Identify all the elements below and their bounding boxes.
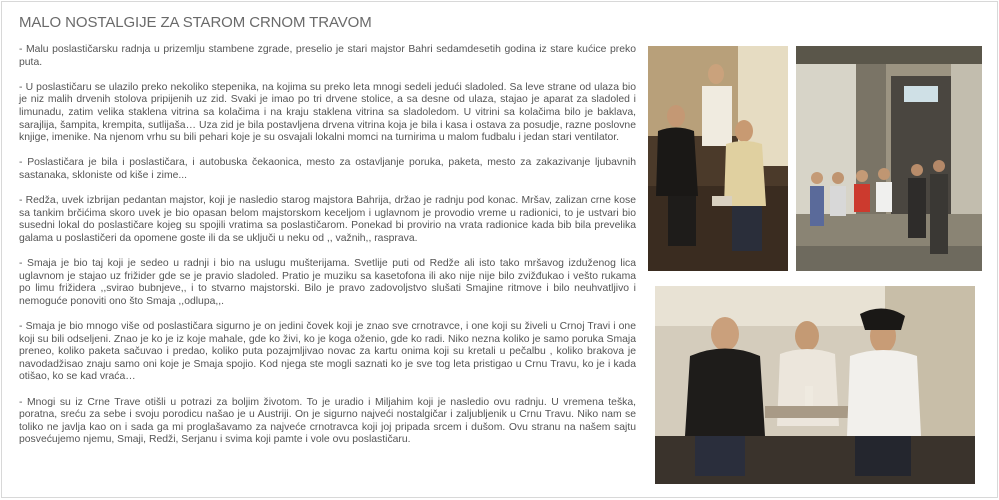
paragraph: - Smaja je bio mnogo više od poslastičara sigurno je on jedini čovek koji je znao sve crnotravce, i one koji su živeli u Crnoj Travi i one koji su bili odseljeni. Znao je ko je iz koje mahale, gde ko živi, ko je koga oženio, gde ko radi. Niko nezna koliko je samo poruka Smaja preneo, koliko paketa sačuvao i predao, koliko puta pozajmljivao novac za kartu onima koji su kretali u pečalbu , koliko brakova je navodadžisao znaju samo oni koje je Smaja spojio. Kod njega ste mogli saznati ko je sve tog leta pristigao u Crnu Travu, ko je i kada otišao, ko se kad vraća… <box>19 321 636 383</box>
article-body <box>19 44 636 460</box>
page <box>1 1 998 498</box>
paragraph: - U poslastičaru se ulazilo preko nekoliko stepenika, na kojima su preko leta mnogi sedeli jedući sladoled. Sa leve strane od ulaza bio je niz malih drvenih stolova pripijenih uz zid. Svaki je imao po tri drvene stolice, a sa desne od ulaza, stajao je aparat za sladoled i limunadu, zatim velika staklena vitrina sa kolačima i na kraju staklena vitrina sa sladoledom. U vitrini sa kolačima bilo je baklava, sarajlija, šampita, krempita, sutlijaša… Uza zid je bila postavljena drvena vitrina koja je bila i kasa i ostava za posudje, razne poslovne knjige, imenike. Na njenom vrhu su bili pehari koje je su osvajali lokalni momci na turnirima u malom fudbalu i jedan stari ventilator. <box>19 81 636 144</box>
paragraph: - Poslastičara je bila i poslastičara, i autobuska čekaonica, mesto za ostavljanje poruka, paketa, mesto za zakazivanje ljubavnih sastanaka, skloniste od kiše i zime... <box>19 157 636 181</box>
paragraph: - Redža, uvek izbrijan pedantan majstor, koji je nasledio starog majstora Bahrija, držao je radnju pod konac. Mršav, zalizan crne kose sa tankim brčićima skoro uvek je bio opasan belom majstorskom keceljom i uglavnom je provodio vreme u radionici, to je ustvari bio susedni lokal do poslastičare kojeg su spojili vratima sa poslastičarom. Ponekad bi provirio na vrata radionice kada bib bila prevelika galama u poslastičeri da opomene goste ili da se uključi u neku od ,, važnih,, rasprava. <box>19 195 636 244</box>
page-title: MALO NOSTALGIJE ZA STAROM CRNOM TRAVOM <box>19 14 372 31</box>
photo-group-at-entrance <box>796 46 982 271</box>
photo-three-men-at-table <box>655 286 975 484</box>
paragraph: - Malu poslastičarsku radnja u prizemlju stambene zgrade, preselio je stari majstor Bahri sedamdesetih godina iz stare kućice preko puta. <box>19 44 636 68</box>
photo-men-in-shop <box>648 46 788 271</box>
paragraph: - Smaja je bio taj koji je sedeo u radnji i bio na uslugu mušterijama. Svetlije puti od Redže ali isto tako mršavog izduženog lica uglavnom je stajao uz frižider gde se je pravio sladoled. Pratio je muziku sa kasetofona ili ako nije nije bilo zvižđukao i vešto rukama po limu frižidera ,,svirao bubnjeve,, i to stvarno majstorski. Bilo je pravo zadovoljstvo slušati Smajine ritmove i bilo neuhvatljivo i nemoguće ponoviti ono što Smaja ,,odlupa,,. <box>19 258 636 307</box>
paragraph: - Mnogi su iz Crne Trave otišli u potrazi za boljim životom. To je uradio i Miljahim koji je nasledio ovu radnju. U vremena teška, poratna, sreću za sebe i svoju porodicu našao je u Austriji. On je sigurno najveći nostalgičar i zaljubljenik u Crnu Travu. Niko nam se toliko ne javlja kao on i sada ga mi proglašavamo za najveće crnotravca koji joj pripada srcem i dušom. Ovu stranu na našem sajtu posvećujemo njemu, Smaji, Redži, Serjanu i svima koji pamte i vole ovu poslastičaru. <box>19 396 636 446</box>
